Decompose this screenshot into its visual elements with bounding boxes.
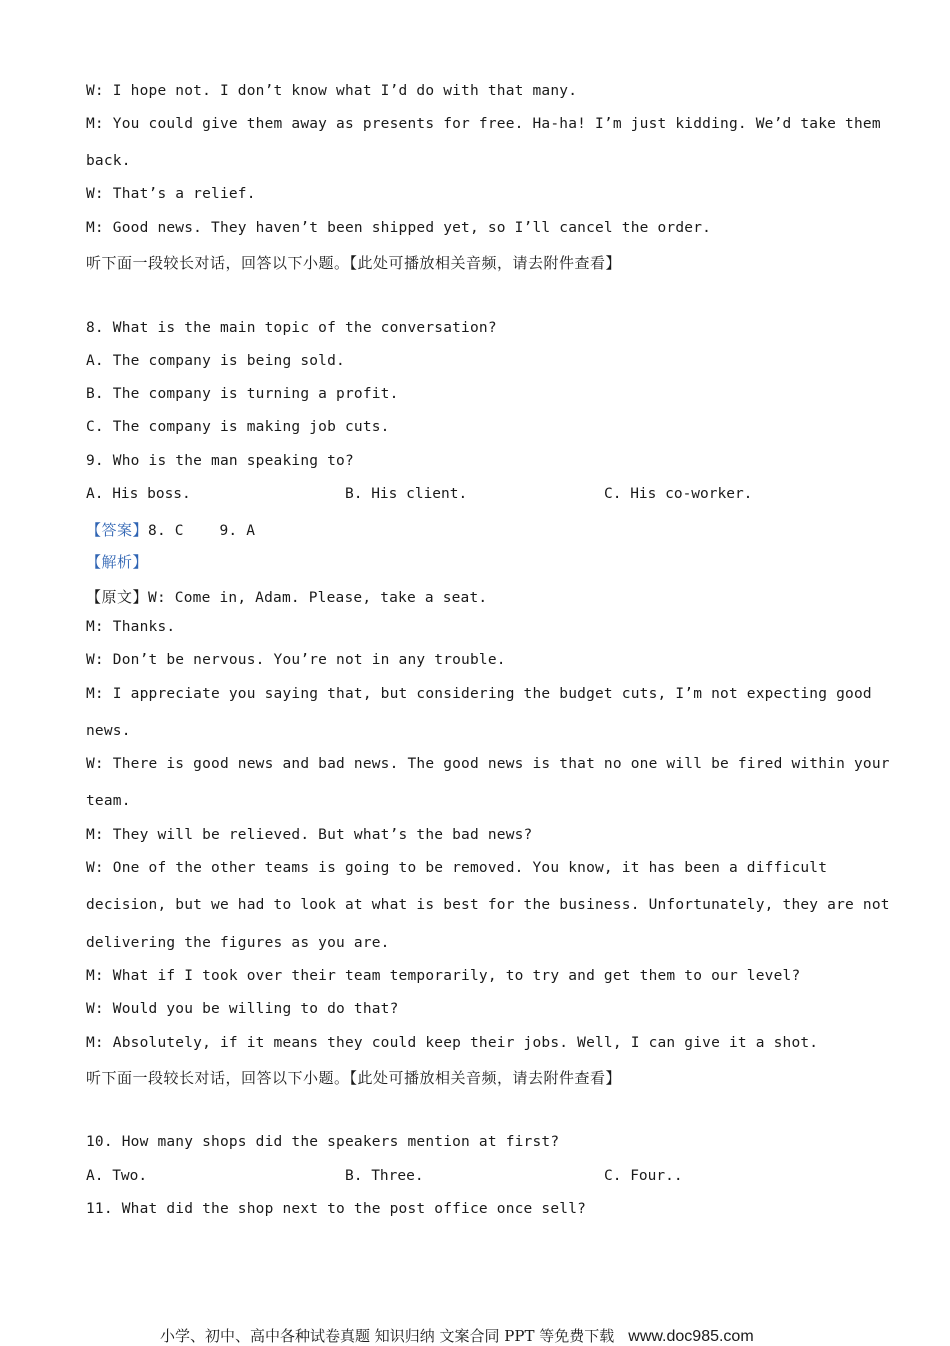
question-8: 8. What is the main topic of the conversation? <box>86 320 497 336</box>
listening-instruction: 听下面一段较长对话，回答以下小题。【此处可播放相关音频，请去附件查看】 <box>86 254 622 272</box>
q8-option-b: B. The company is turning a profit. <box>86 386 399 402</box>
q10-option-b: B. Three. <box>345 1168 424 1184</box>
dialogue-line: W: One of the other teams is going to be removed. You know, it has been a difficult <box>86 860 828 876</box>
q8-option-a: A. The company is being sold. <box>86 353 345 369</box>
dialogue-line: W: That’s a relief. <box>86 186 256 202</box>
dialogue-line: M: Good news. They haven’t been shipped yet, so I’ll cancel the order. <box>86 220 712 236</box>
q9-option-b: B. His client. <box>345 486 468 502</box>
question-9: 9. Who is the man speaking to? <box>86 453 354 469</box>
dialogue-line: M: They will be relieved. But what’s the bad news? <box>86 827 533 843</box>
q9-option-c: C. His co-worker. <box>604 486 753 502</box>
dialogue-line: back. <box>86 153 131 169</box>
dialogue-line: team. <box>86 793 131 809</box>
dialogue-line: decision, but we had to look at what is best for the business. Unfortunately, they are not <box>86 897 890 913</box>
dialogue-line: W: There is good news and bad news. The good news is that no one will be fired within your <box>86 756 890 772</box>
q10-option-c: C. Four.. <box>604 1168 683 1184</box>
q10-option-a: A. Two. <box>86 1168 148 1184</box>
question-10: 10. How many shops did the speakers mention at first? <box>86 1134 560 1150</box>
dialogue-line: M: I appreciate you saying that, but considering the budget cuts, I’m not expecting good <box>86 686 872 702</box>
dialogue-line: M: You could give them away as presents for free. Ha-ha! I’m just kidding. We’d take them <box>86 116 881 132</box>
dialogue-line: M: Thanks. <box>86 619 176 635</box>
answer-value: 8. C 9. A <box>148 523 256 539</box>
footer-link[interactable]: www.doc985.com <box>628 1328 754 1345</box>
analysis-label: 【解析】 <box>86 553 149 571</box>
dialogue-line: W: I hope not. I don’t know what I’d do with that many. <box>86 83 578 99</box>
question-11: 11. What did the shop next to the post office once sell? <box>86 1201 587 1217</box>
footer-text: 小学、初中、高中各种试卷真题 知识归纳 文案合同 PPT 等免费下载 <box>160 1327 615 1345</box>
dialogue-line: W: Don’t be nervous. You’re not in any trouble. <box>86 652 506 668</box>
transcript-label: 【原文】 <box>86 588 149 606</box>
q8-option-c: C. The company is making job cuts. <box>86 419 390 435</box>
transcript-line <box>86 586 487 607</box>
dialogue-line: M: Absolutely, if it means they could keep their jobs. Well, I can give it a shot. <box>86 1035 819 1051</box>
dialogue-line: news. <box>86 723 131 739</box>
dialogue-line: W: Would you be willing to do that? <box>86 1001 399 1017</box>
listening-instruction: 听下面一段较长对话，回答以下小题。【此处可播放相关音频，请去附件查看】 <box>86 1069 622 1087</box>
q9-option-a: A. His boss. <box>86 486 191 502</box>
dialogue-line: M: What if I took over their team temporarily, to try and get them to our level? <box>86 968 801 984</box>
footer <box>160 1325 754 1346</box>
dialogue-line: W: Come in, Adam. Please, take a seat. <box>148 590 488 606</box>
dialogue-line: delivering the figures as you are. <box>86 935 390 951</box>
answer-label: 【答案】 <box>86 521 149 539</box>
answer-line <box>86 519 255 540</box>
